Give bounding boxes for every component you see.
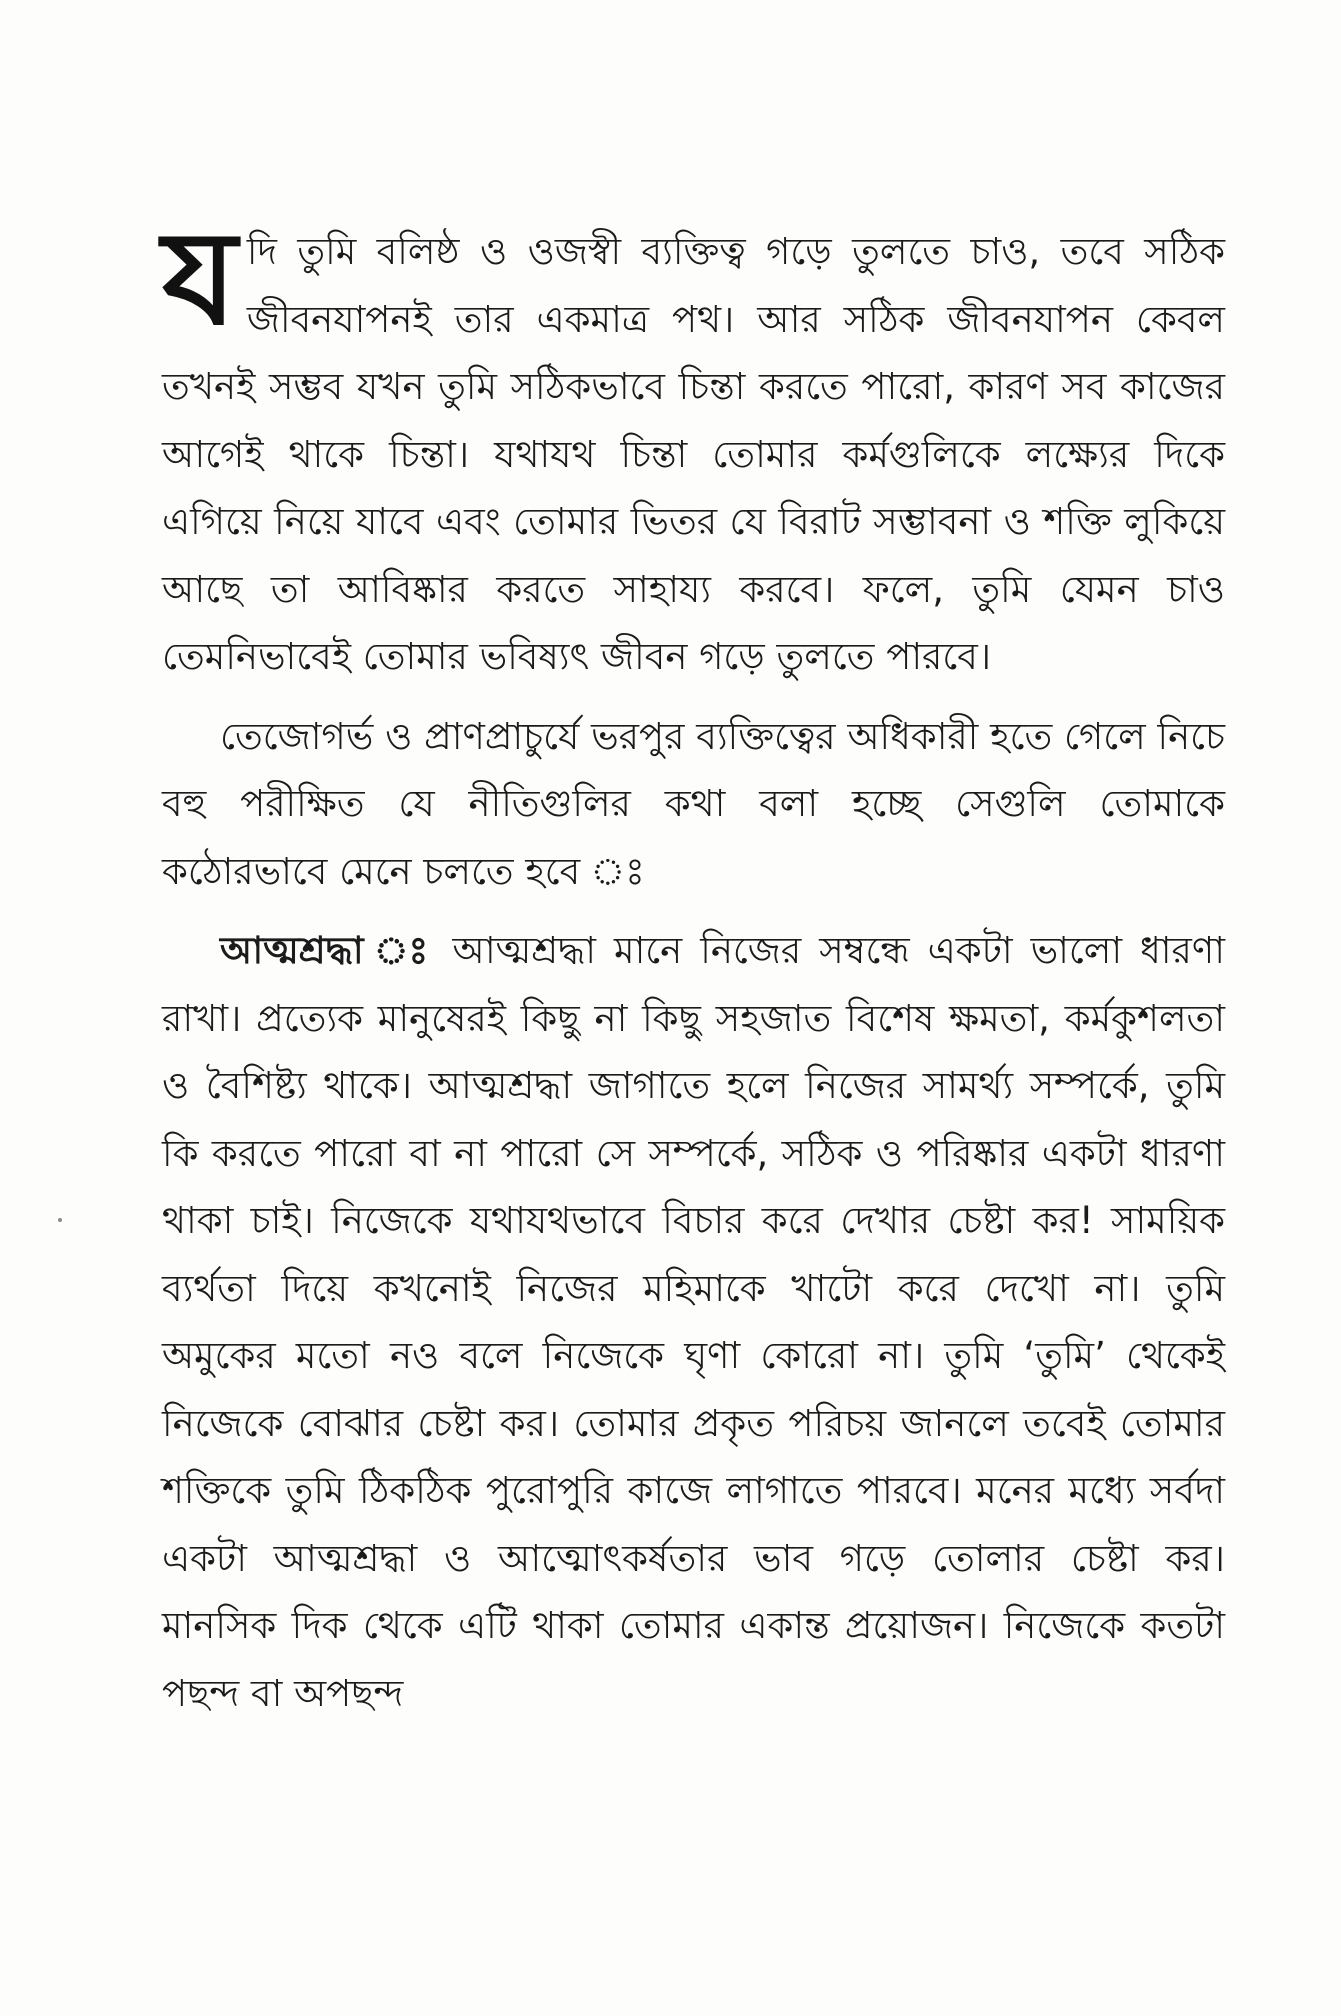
paragraph-intro-text: দি তুমি বলিষ্ঠ ও ওজস্বী ব্যক্তিত্ব গড়ে তুলতে চাও, তবে সঠিক জীবনযাপনই তার একমাত্র পথ। আর সঠিক জীবনযাপন কেবল তখনই সম্ভব যখন তুমি সঠিকভাবে চিন্তা করতে পারো, কারণ সব কাজের আগেই থাকে চিন্তা। যথাযথ চিন্তা তোমার কর্মগুলিকে লক্ষ্যের দিকে এগিয়ে নিয়ে যাবে এবং তোমার ভিতর যে বিরাট সম্ভাবনা ও শক্তি লুকিয়ে আছে তা আবিষ্কার করতে সাহায্য করবে। ফলে, তুমি যেমন চাও তেমনিভাবেই তোমার ভবিষ্যৎ জীবন গড়ে তুলতে পারবে। [162, 230, 1225, 678]
drop-cap-letter: য [162, 201, 237, 354]
paragraph-self-respect [162, 917, 1225, 1727]
paragraph-principles-intro-text: তেজোগর্ভ ও প্রাণপ্রাচুর্যে ভরপুর ব্যক্তিত্বের অধিকারী হতে গেলে নিচে বহু পরীক্ষিত যে নীতিগুলির কথা বলা হচ্ছে সেগুলি তোমাকে কঠোরভাবে মেনে চলতে হবে ঃ [162, 714, 1225, 893]
page-speck-mark [58, 1218, 62, 1222]
paragraph-self-respect-text: আত্মশ্রদ্ধা মানে নিজের সম্বন্ধে একটা ভালো ধারণা রাখা। প্রত্যেক মানুষেরই কিছু না কিছু সহজাত বিশেষ ক্ষমতা, কর্মকুশলতা ও বৈশিষ্ট্য থাকে। আত্মশ্রদ্ধা জাগাতে হলে নিজের সামর্থ্য সম্পর্কে, তুমি কি করতে পারো বা না পারো সে সম্পর্কে, সঠিক ও পরিষ্কার একটা ধারণা থাকা চাই। নিজেকে যথাযথভাবে বিচার করে দেখার চেষ্টা কর! সাময়িক ব্যর্থতা দিয়ে কখনোই নিজের মহিমাকে খাটো করে দেখো না। তুমি অমুকের মতো নও বলে নিজেকে ঘৃণা কোরো না। তুমি ‘তুমি’ থেকেই নিজেকে বোঝার চেষ্টা কর। তোমার প্রকৃত পরিচয় জানলে তবেই তোমার শক্তিকে তুমি ঠিকঠিক পুরোপুরি কাজে লাগাতে পারবে। মনের মধ্যে সর্বদা একটা আত্মশ্রদ্ধা ও আত্মোৎকর্ষতার ভাব গড়ে তোলার চেষ্টা কর। মানসিক দিক থেকে এটি থাকা তোমার একান্ত প্রয়োজন। নিজেকে কতটা পছন্দ বা অপছন্দ [162, 929, 1225, 1715]
self-respect-term: আত্মশ্রদ্ধা ঃ [220, 929, 435, 972]
body-text [162, 201, 1225, 1727]
paragraph-intro [162, 201, 1225, 691]
paragraph-principles-intro [162, 703, 1225, 906]
